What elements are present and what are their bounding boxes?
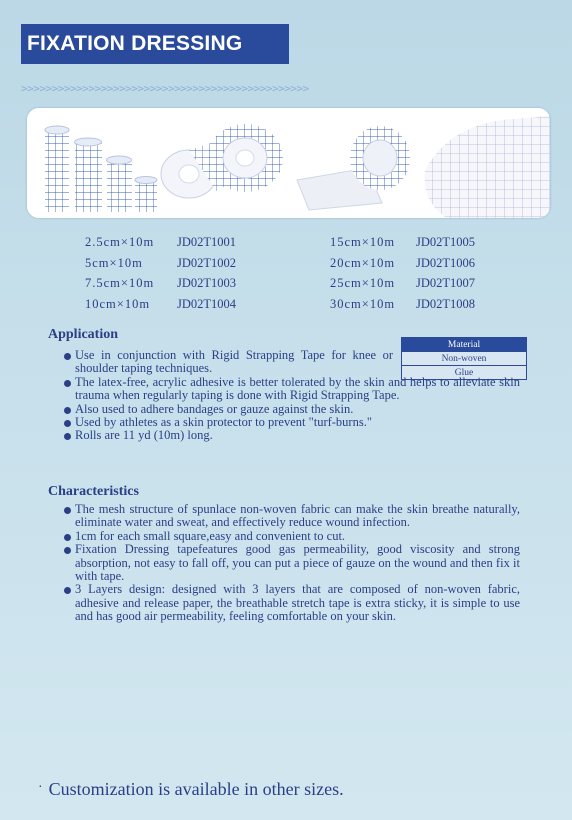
size-row [85, 273, 237, 294]
size-value: 5cm×10m [85, 255, 143, 270]
decorative-chevron-line: >>>>>>>>>>>>>>>>>>>>>>>>>>>>>>>>>>>>>>>>>>>>>>> [21, 82, 309, 95]
application-list [62, 349, 520, 443]
size-row [330, 294, 476, 315]
product-code: JD02T1002 [177, 255, 237, 270]
size-row [330, 232, 476, 253]
size-value: 10cm×10m [85, 296, 151, 311]
list-item: The latex-free, acrylic adhesive is better tolerated by the skin and helps to alleviate skin trauma when regularly taping is done with Rigid Strapping Tape. [62, 376, 520, 403]
tape-rolls-illustration [27, 108, 550, 218]
material-table-cell: Glue [402, 366, 527, 380]
list-item: 3 Layers design: designed with 3 layers that are composed of non-woven fabric, adhesive and release paper, the breathable stretch tape is extra sticky, it is simple to use and has good air permeability, feeling comfortable on your skin. [62, 583, 520, 623]
size-row [85, 253, 237, 274]
list-item: Fixation Dressing tapefeatures good gas permeability, good viscosity and strong absorption, not easy to fall off, you can put a piece of gauze on the wound and then fix it with tape. [62, 543, 520, 583]
product-code: JD02T1006 [416, 255, 476, 270]
product-code: JD02T1005 [416, 235, 476, 249]
list-item: Also used to adhere bandages or gauze against the skin. [62, 403, 520, 416]
size-row [330, 273, 476, 294]
size-value: 7.5cm×10m [85, 276, 155, 290]
size-list-right [330, 232, 476, 314]
customization-note [38, 779, 344, 800]
material-table-cell: Non-woven [402, 352, 527, 366]
product-code: JD02T1004 [177, 296, 237, 311]
list-item: Rolls are 11 yd (10m) long. [62, 429, 520, 442]
list-item: The mesh structure of spunlace non-woven fabric can make the skin breathe naturally, eliminate water and sweat, and effectively reduce wound infection. [62, 503, 520, 530]
list-item: 1cm for each small square,easy and convenient to cut. [62, 530, 520, 543]
size-value: 20cm×10m [330, 255, 396, 270]
size-value: 2.5cm×10m [85, 235, 155, 249]
material-table-header: Material [402, 338, 527, 352]
list-item: Used by athletes as a skin protector to prevent "turf-burns." [62, 416, 520, 429]
footer-bullet: · [38, 780, 43, 795]
size-value: 15cm×10m [330, 235, 396, 249]
product-code: JD02T1003 [177, 276, 237, 290]
size-list-left [85, 232, 237, 314]
application-heading: Application [48, 327, 119, 342]
list-item: Use in conjunction with Rigid Strapping Tape for knee or shoulder taping techniques. [62, 349, 393, 376]
page-title: FIXATION DRESSING [21, 24, 289, 64]
footer-text: Customization is available in other sizes. [48, 779, 344, 799]
product-code: JD02T1001 [177, 235, 237, 249]
product-code: JD02T1007 [416, 276, 476, 290]
size-row [85, 294, 237, 315]
size-row [85, 232, 237, 253]
size-value: 25cm×10m [330, 276, 396, 290]
product-photo [27, 108, 550, 218]
characteristics-list [62, 503, 520, 624]
characteristics-heading: Characteristics [48, 484, 139, 499]
size-value: 30cm×10m [330, 296, 396, 311]
size-row [330, 253, 476, 274]
product-code: JD02T1008 [416, 296, 476, 311]
